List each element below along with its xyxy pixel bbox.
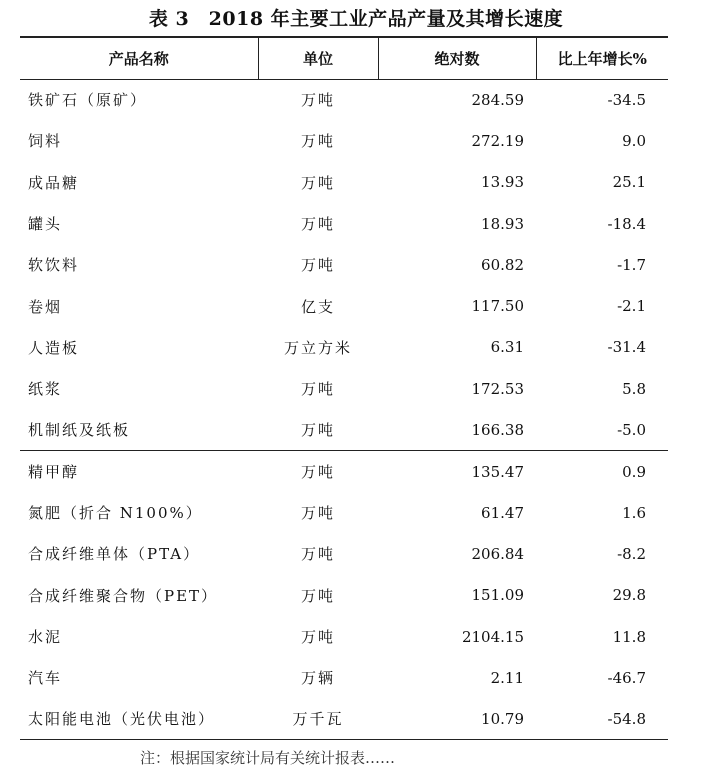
product-name: 合成纤维聚合物（PET） bbox=[28, 586, 219, 605]
product-growth: -34.5 bbox=[607, 90, 646, 109]
product-growth: -2.1 bbox=[617, 297, 646, 316]
table-row bbox=[20, 698, 668, 739]
product-growth: 11.8 bbox=[612, 627, 646, 646]
product-unit: 万立方米 bbox=[283, 338, 352, 357]
table-row bbox=[20, 451, 668, 492]
header-product-name: 产品名称 bbox=[20, 37, 258, 79]
product-absolute: 166.38 bbox=[471, 420, 524, 439]
product-absolute: 206.84 bbox=[471, 544, 524, 563]
product-name: 罐头 bbox=[28, 215, 63, 234]
table-row bbox=[20, 616, 668, 657]
product-absolute: 61.47 bbox=[481, 503, 524, 522]
product-absolute: 2.11 bbox=[490, 668, 524, 687]
header-absolute: 绝对数 bbox=[378, 37, 536, 79]
product-name: 精甲醇 bbox=[20, 451, 258, 492]
product-absolute: 284.59 bbox=[471, 90, 524, 109]
product-unit: 万吨 bbox=[300, 421, 335, 440]
product-growth: -5.0 bbox=[617, 420, 646, 439]
product-name: 卷烟 bbox=[28, 297, 63, 316]
product-unit: 万吨 bbox=[300, 91, 335, 110]
header-unit: 单位 bbox=[258, 37, 378, 79]
product-absolute: 60.82 bbox=[481, 255, 524, 274]
table-row bbox=[20, 162, 668, 203]
product-absolute: 18.93 bbox=[481, 214, 524, 233]
product-unit: 万吨 bbox=[300, 173, 335, 192]
header-growth: 比上年增长% bbox=[536, 37, 668, 79]
product-name: 汽车 bbox=[28, 669, 63, 688]
table-row bbox=[20, 120, 668, 161]
product-unit: 万吨 bbox=[300, 545, 335, 564]
product-unit: 万千瓦 bbox=[258, 698, 378, 739]
table-row bbox=[20, 657, 668, 698]
product-unit: 万吨 bbox=[300, 380, 335, 399]
product-growth: -31.4 bbox=[607, 338, 646, 357]
table-row bbox=[20, 79, 668, 120]
product-growth: 5.8 bbox=[622, 379, 646, 398]
product-absolute: 6.31 bbox=[490, 338, 524, 357]
table-row bbox=[20, 492, 668, 533]
table-title: 表 3 2018 年主要工业产品产量及其增长速度 bbox=[148, 8, 564, 30]
product-growth: 29.8 bbox=[612, 586, 646, 605]
product-growth: -46.7 bbox=[607, 668, 646, 687]
product-growth: 0.9 bbox=[536, 451, 668, 492]
product-unit: 万吨 bbox=[300, 628, 335, 646]
product-name: 饲料 bbox=[28, 132, 63, 151]
table-row bbox=[20, 575, 668, 616]
table-row bbox=[20, 244, 668, 285]
product-growth: -1.7 bbox=[617, 255, 646, 274]
product-growth: -18.4 bbox=[607, 214, 646, 233]
table-row bbox=[20, 533, 668, 574]
product-name: 合成纤维单体（PTA） bbox=[28, 545, 201, 564]
product-name: 水泥 bbox=[28, 628, 63, 646]
product-unit: 万吨 bbox=[300, 586, 335, 605]
product-absolute: 10.79 bbox=[378, 698, 536, 739]
product-unit: 亿支 bbox=[300, 297, 335, 316]
product-name: 成品糖 bbox=[28, 173, 80, 192]
table-row bbox=[20, 409, 668, 450]
product-absolute: 13.93 bbox=[481, 173, 524, 192]
product-unit: 万吨 bbox=[300, 132, 335, 151]
table-row bbox=[20, 368, 668, 409]
product-absolute: 151.09 bbox=[471, 586, 524, 605]
product-absolute: 272.19 bbox=[471, 131, 524, 150]
product-name: 太阳能电池（光伏电池） bbox=[20, 698, 258, 739]
product-unit: 万吨 bbox=[258, 451, 378, 492]
product-absolute: 117.50 bbox=[471, 297, 524, 316]
product-absolute: 2104.15 bbox=[461, 627, 524, 646]
table-row bbox=[20, 327, 668, 368]
table-row bbox=[20, 285, 668, 326]
product-unit: 万吨 bbox=[300, 504, 335, 523]
product-growth: 25.1 bbox=[612, 173, 646, 192]
product-unit: 万吨 bbox=[300, 215, 335, 234]
product-name: 机制纸及纸板 bbox=[28, 421, 131, 440]
product-name: 铁矿石（原矿） bbox=[28, 91, 148, 110]
product-name: 软饮料 bbox=[28, 256, 80, 275]
product-name: 人造板 bbox=[28, 338, 80, 357]
product-growth: 9.0 bbox=[622, 131, 646, 150]
product-growth: -8.2 bbox=[617, 544, 646, 563]
production-table bbox=[20, 36, 668, 740]
footnote-text: 注：根据国家统计局有关统计报表…… bbox=[140, 749, 396, 767]
product-unit: 万辆 bbox=[300, 669, 335, 688]
product-name: 纸浆 bbox=[28, 380, 63, 399]
product-name: 氮肥（折合 N100%） bbox=[28, 504, 203, 523]
table-row bbox=[20, 203, 668, 244]
product-unit: 万吨 bbox=[300, 256, 335, 275]
product-growth: 1.6 bbox=[622, 503, 646, 522]
product-absolute: 172.53 bbox=[471, 379, 524, 398]
header-row bbox=[20, 37, 668, 79]
product-absolute: 135.47 bbox=[378, 451, 536, 492]
product-growth: -54.8 bbox=[536, 698, 668, 739]
